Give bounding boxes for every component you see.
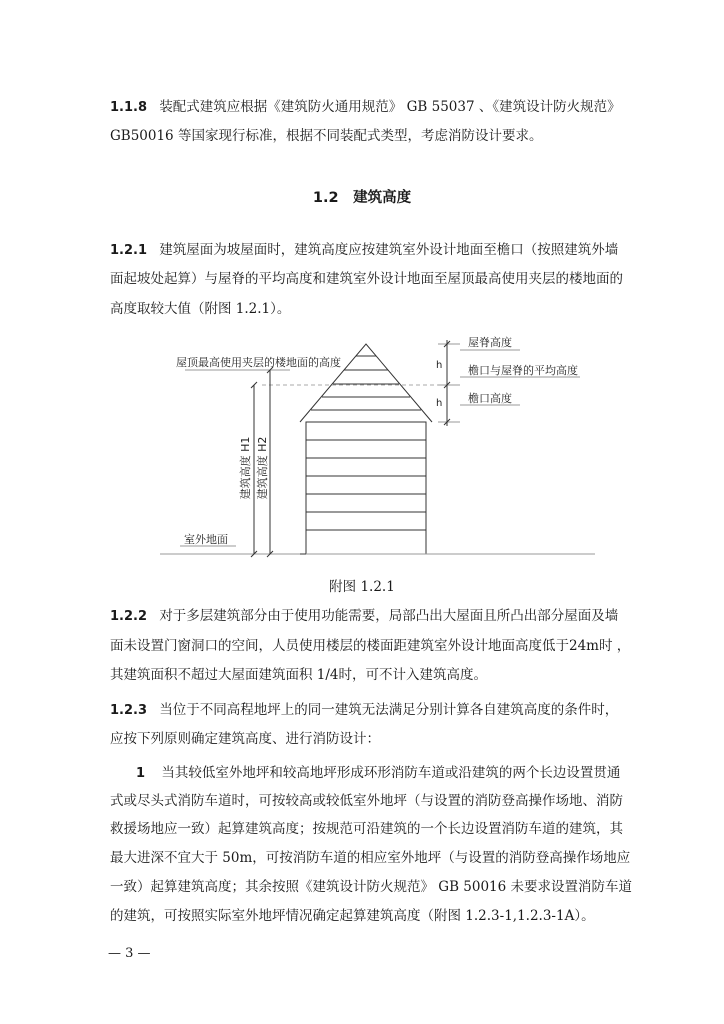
section-number: 1.1.8 — [110, 100, 148, 115]
figure-caption: 附图 1.2.1 — [329, 579, 395, 595]
paragraph-text: 当其较低室外地坪和较高地坪形成环形消防车道或沿建筑的两个长边设置贯通 — [161, 765, 621, 781]
label-h1: 建筑高度 H1 — [239, 436, 252, 500]
section-1-1-8-line-2: GB50016 等国家现行标准，根据不同装配式类型，考虑消防设计要求。 — [110, 128, 543, 144]
building-body — [306, 422, 426, 554]
page-number: — 3 — — [108, 946, 151, 961]
label-ridge-height: 屋脊高度 — [468, 336, 512, 349]
label-h2: 建筑高度 H2 — [256, 436, 269, 500]
paragraph-text: 建筑屋面为坡屋面时，建筑高度应按建筑室外设计地面至檐口（按照建筑外墙 — [159, 242, 619, 258]
section-number: 1.2.1 — [110, 243, 148, 258]
section-1-2-2-line-1 — [110, 607, 618, 626]
section-1-2-3-line-1 — [110, 701, 618, 720]
item-1-line-6: 的建筑，可按照实际室外地坪情况确定起算建筑高度（附图 1.2.3-1,1.2.3-1A）。 — [110, 908, 595, 924]
item-1-line-3: 救援场地应一致）起算建筑高度；按规范可沿建筑的一个长边设置消防车道的建筑，其 — [110, 821, 623, 837]
section-1-2-1-line-3: 高度取较大值（附图 1.2.1）。 — [110, 301, 291, 317]
label-h-upper: h — [436, 360, 443, 371]
section-1-2-3-line-2: 应按下列原则确定建筑高度、进行消防设计： — [110, 731, 380, 747]
paragraph-text: 当位于不同高程地坪上的同一建筑无法满足分别计算各自建筑高度的条件时， — [159, 702, 619, 718]
item-1-line-2: 式或尽头式消防车道时，可按较高或较低室外地坪（与设置的消防登高操作场地、消防 — [110, 793, 623, 809]
label-top-floor: 屋顶最高使用夹层的楼地面的高度 — [176, 356, 341, 369]
section-number: 1.2.3 — [110, 703, 148, 718]
section-1-2-2-line-3: 其建筑面积不超过大屋面建筑面积 1/4时，可不计入建筑高度。 — [110, 667, 488, 683]
paragraph-text: 对于多层建筑部分由于使用功能需要，局部凸出大屋面且所凸出部分屋面及墙 — [159, 608, 619, 624]
label-eave-height: 檐口高度 — [468, 392, 512, 405]
item-1-line-1 — [136, 764, 620, 783]
section-1-2-1-line-1 — [110, 241, 618, 260]
building-height-figure — [0, 330, 724, 570]
section-1-1-8-line-1 — [110, 98, 621, 117]
section-heading: 1.2 建筑高度 — [312, 190, 412, 206]
item-1-line-4: 最大进深不宜大于 50m，可按消防车道的相应室外地坪（与设置的消防登高操作场地应 — [110, 850, 631, 866]
label-ground: 室外地面 — [184, 533, 228, 546]
label-h-lower: h — [436, 398, 443, 409]
section-1-2-1-line-2: 面起坡处起算）与屋脊的平均高度和建筑室外设计地面至屋顶最高使用夹层的楼地面的 — [110, 271, 623, 287]
label-average-height: 檐口与屋脊的平均高度 — [468, 364, 578, 377]
section-1-2-2-line-2: 面未设置门窗洞口的空间，人员使用楼层的楼面距建筑室外设计地面高度低于24m时 ， — [110, 638, 631, 654]
item-number: 1 — [136, 766, 146, 781]
paragraph-text: 装配式建筑应根据《建筑防火通用规范》 GB 55037 、《建筑设计防火规范》 — [159, 99, 621, 115]
item-1-line-5: 一致）起算建筑高度；其余按照《建筑设计防火规范》 GB 50016 未要求设置消防车道 — [110, 879, 633, 895]
section-number: 1.2.2 — [110, 609, 148, 624]
